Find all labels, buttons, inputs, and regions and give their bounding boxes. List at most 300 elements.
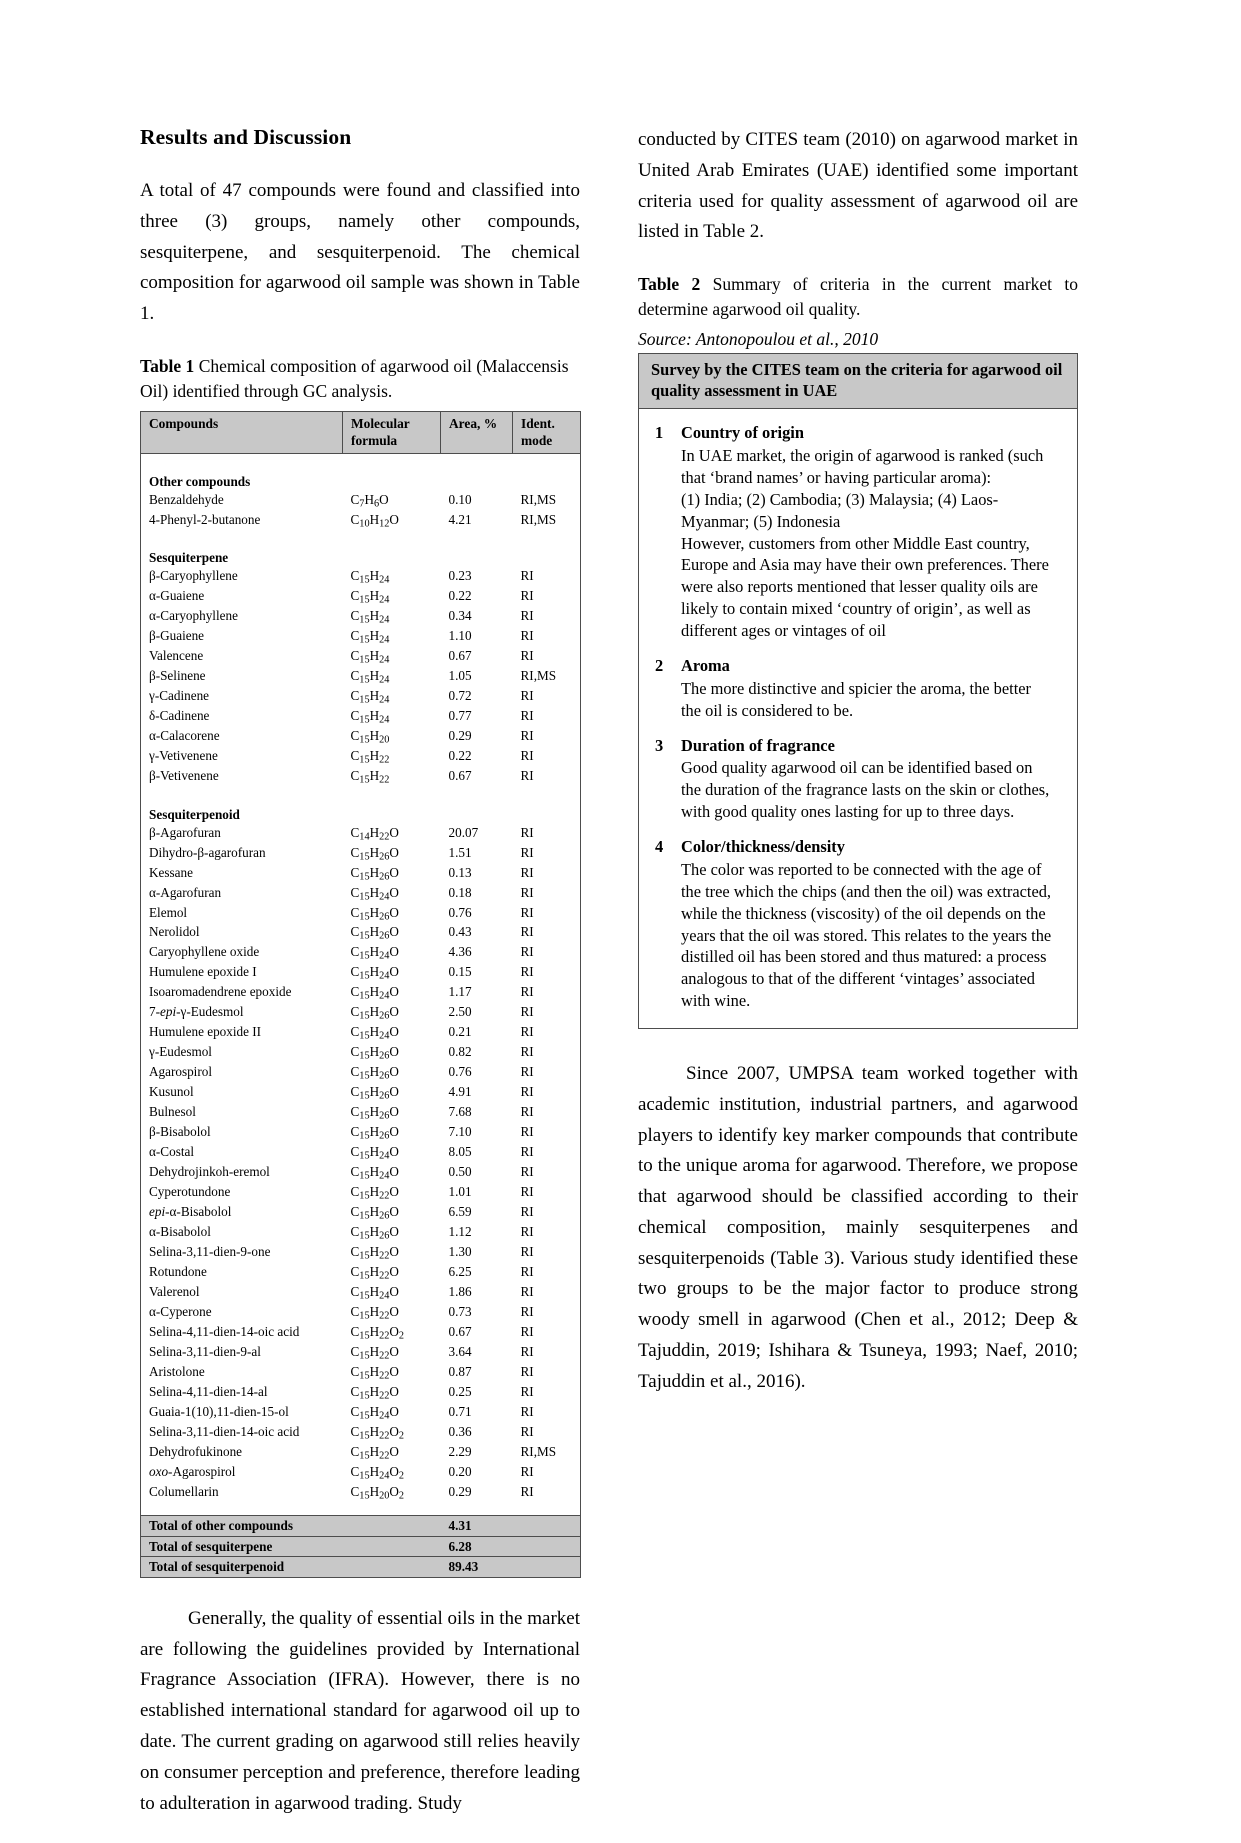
cell-formula: $C_{15}H_{24}$ [350, 628, 390, 646]
table2-criterion-item [651, 655, 1065, 722]
table-row [141, 491, 581, 511]
cell-formula: $C_{15}H_{22}O_2$ [350, 1324, 405, 1342]
cell-area: 0.36 [448, 1424, 472, 1440]
cell-formula: $C_{15}H_{24}$ [350, 608, 390, 626]
cell-area: 4.21 [448, 511, 472, 527]
cell-compound: Guaia-1(10),11-dien-15-ol [141, 1403, 343, 1423]
cell-compound: oxo-Agarospirol [141, 1463, 343, 1483]
cell-formula: $C_{15}H_{22}O_2$ [350, 1424, 405, 1442]
table1-group-name: Other compounds [141, 463, 343, 491]
table-row [141, 1303, 581, 1323]
cell-total-label: Total of other compounds [141, 1516, 343, 1537]
table-row [141, 687, 581, 707]
cell-formula: $C_{10}H_{12}O$ [350, 511, 399, 529]
table2-caption-label: Table 2 [638, 274, 701, 295]
table2-text-line: Myanmar; (5) Indonesia [681, 511, 841, 531]
table1-group-spacer [141, 530, 581, 539]
cell-formula: $C_{15}H_{24}O$ [350, 1404, 399, 1422]
cell-area: 1.12 [448, 1224, 472, 1240]
table2-criterion-item [651, 422, 1065, 642]
cell-ident-mode: RI [513, 1323, 581, 1343]
cell-ident-mode: RI [513, 1263, 581, 1283]
cell-ident-mode: RI [513, 607, 581, 627]
cell-ident-mode: RI [513, 1063, 581, 1083]
table-row [141, 1223, 581, 1243]
cell-compound: α-Agarofuran [141, 884, 343, 904]
cell-total-label: Total of sesquiterpene [141, 1536, 343, 1557]
table2-criterion-title: Color/thickness/density [681, 837, 845, 857]
cell-formula: $C_{15}H_{22}O$ [350, 1364, 399, 1382]
cell-formula: $C_{15}H_{20}$ [350, 727, 390, 746]
cell-formula: $C_{15}H_{24}O$ [350, 964, 399, 982]
table2-criterion-item [651, 735, 1065, 823]
cell-total-value: 6.28 [441, 1536, 513, 1557]
table1-caption-text: Chemical composition of agarwood oil (Malaccensis Oil) identified through GC analysis. [140, 355, 569, 402]
table-row [141, 1423, 581, 1443]
cell-area: 0.29 [448, 1484, 472, 1500]
cell-area: 1.86 [448, 1284, 472, 1300]
cell-area: 0.71 [448, 1404, 472, 1420]
cell-compound: Selina-3,11-dien-9-one [141, 1243, 343, 1263]
table-row [141, 667, 581, 687]
right-column [638, 125, 1078, 1422]
cell-formula: $C_{15}H_{26}O$ [350, 1084, 399, 1102]
cell-ident-mode: RI,MS [513, 1443, 581, 1463]
table-row [141, 707, 581, 727]
cell-ident-mode: RI [513, 884, 581, 904]
cell-compound: Selina-3,11-dien-14-oic acid [141, 1423, 343, 1443]
cell-ident-mode: RI [513, 1383, 581, 1403]
table1-total-row [141, 1536, 581, 1557]
table-row [141, 1403, 581, 1423]
cell-total-label: Total of sesquiterpenoid [141, 1557, 343, 1578]
table2-text-line: that ‘brand names’ or having particular aroma): [681, 467, 992, 487]
cell-compound: β-Vetivenene [141, 767, 343, 787]
cell-ident-mode: RI [513, 647, 581, 667]
cell-formula: $C_{15}H_{22}O$ [350, 1264, 399, 1282]
table-row [141, 1283, 581, 1303]
cell-area: 1.10 [448, 628, 472, 644]
cell-area: 0.67 [448, 767, 472, 783]
cell-formula: $C_{15}H_{26}O$ [350, 1004, 399, 1022]
cell-ident-mode: RI [513, 1403, 581, 1423]
table-row [141, 963, 581, 983]
cell-ident-mode: RI [513, 963, 581, 983]
intro-paragraph: A total of 47 compounds were found and classified into three (3) groups, namely other compounds, sesquiterpene, and sesquiterpenoid. The chemical composition for agarwood oil sample was shown in Table 1. [140, 180, 580, 325]
table-row [141, 1363, 581, 1383]
cell-area: 0.23 [448, 568, 472, 584]
table2-text-line: while the thickness (viscosity) of the oil depends on the [681, 903, 1046, 923]
cell-area: 20.07 [448, 824, 479, 840]
table2-caption-text: Summary of criteria in the current market to determine agarwood oil quality. [638, 274, 1078, 320]
cell-compound: β-Caryophyllene [141, 567, 343, 587]
cell-area: 0.18 [448, 884, 472, 900]
cell-compound: epi-α-Bisabolol [141, 1203, 343, 1223]
table1-group-header [141, 796, 581, 824]
table1-col-ident-mode: Ident. mode [513, 411, 581, 453]
cell-ident-mode: RI [513, 1203, 581, 1223]
table-row [141, 1003, 581, 1023]
cell-formula: $C_{15}H_{26}O$ [350, 1064, 399, 1082]
cell-compound: γ-Cadinene [141, 687, 343, 707]
cell-area: 0.22 [448, 588, 472, 604]
cell-area: 0.77 [448, 708, 472, 723]
cell-compound: Selina-4,11-dien-14-oic acid [141, 1323, 343, 1343]
table2-text-line: likely to contain mixed ‘country of origin’, as well as [681, 599, 1031, 619]
table2-text-line: the duration of the fragrance lasts on the skin or clothes, [681, 780, 1050, 800]
table2-box-body [639, 409, 1077, 1028]
table-row [141, 844, 581, 864]
cell-ident-mode: RI [513, 1343, 581, 1363]
cell-compound: α-Calacorene [141, 727, 343, 747]
cell-formula: $C_{15}H_{24}O$ [350, 884, 399, 902]
cell-area: 1.17 [448, 984, 472, 1000]
cell-area: 0.73 [448, 1304, 472, 1320]
table1-col-compounds: Compounds [141, 411, 343, 453]
table1-top-spacer [141, 453, 581, 463]
cell-ident-mode: RI [513, 707, 581, 727]
cell-area: 0.50 [448, 1164, 472, 1180]
cell-ident-mode: RI [513, 627, 581, 647]
cell-area: 3.64 [448, 1344, 472, 1360]
table2-text-line: different ages or vintages of oil [681, 621, 886, 641]
table1-chemical-composition [140, 411, 581, 1578]
table-row [141, 1343, 581, 1363]
table2-criterion-title: Country of origin [681, 423, 804, 443]
table2-text-line: However, customers from other Middle East country, [681, 533, 1030, 553]
table-row [141, 1063, 581, 1083]
cell-ident-mode: RI [513, 844, 581, 864]
cell-compound: Humulene epoxide II [141, 1023, 343, 1043]
cell-formula: $C_{15}H_{26}O$ [350, 1224, 399, 1242]
cell-formula: $C_{15}H_{24}O$ [350, 944, 399, 962]
table2-text-line: Good quality agarwood oil can be identified based on [681, 758, 1033, 778]
cell-ident-mode: RI [513, 923, 581, 943]
cell-formula: $C_{15}H_{22}O$ [350, 1344, 399, 1362]
table2-text-line: with wine. [681, 991, 751, 1011]
table2-criterion-text [681, 445, 1065, 642]
cell-area: 0.82 [448, 1044, 472, 1060]
cell-formula: $C_{15}H_{26}O$ [350, 924, 399, 942]
table1-group-header [141, 463, 581, 491]
table2-criterion-item [651, 836, 1065, 1012]
cell-compound: α-Caryophyllene [141, 607, 343, 627]
cell-ident-mode: RI [513, 1003, 581, 1023]
table-row [141, 647, 581, 667]
table2-caption [638, 272, 1078, 323]
cell-area: 0.67 [448, 1324, 472, 1340]
table1-total-row [141, 1557, 581, 1578]
cell-area: 1.01 [448, 1184, 472, 1200]
table2-criterion-number: 3 [655, 735, 664, 755]
cell-formula: $C_{15}H_{22}$ [350, 767, 390, 786]
cell-ident-mode: RI [513, 1303, 581, 1323]
cell-compound: Isoaromadendrene epoxide [141, 983, 343, 1003]
cell-ident-mode: RI [513, 1083, 581, 1103]
table2-text-line: In UAE market, the origin of agarwood is ranked (such [681, 445, 1044, 465]
cell-formula: $C_{15}H_{24}O_2$ [350, 1464, 405, 1482]
table1-group-spacer [141, 787, 581, 796]
table2-criterion-number: 1 [655, 423, 664, 443]
cell-compound: Selina-4,11-dien-14-al [141, 1383, 343, 1403]
table1-col-area: Area, % [441, 411, 513, 453]
table-row [141, 567, 581, 587]
cell-ident-mode: RI [513, 1283, 581, 1303]
right-top-paragraph: conducted by CITES team (2010) on agarwood market in United Arab Emirates (UAE) identified some important criteria used for quality assessment of agarwood oil are listed in Table 2. [638, 129, 1078, 243]
cell-ident-mode: RI [513, 1363, 581, 1383]
table-row [141, 1263, 581, 1283]
table-row [141, 983, 581, 1003]
cell-area: 0.25 [448, 1384, 472, 1400]
cell-area: 0.34 [448, 608, 472, 624]
cell-compound: Dehydrojinkoh-eremol [141, 1163, 343, 1183]
cell-ident-mode: RI [513, 687, 581, 707]
cell-formula: $C_{15}H_{24}O$ [350, 984, 399, 1002]
table2-text-line: the tree which the chips (and then the oil) was extracted, [681, 881, 1052, 901]
table-row [141, 511, 581, 531]
cell-total-value: 4.31 [441, 1516, 513, 1537]
cell-ident-mode: RI [513, 983, 581, 1003]
cell-area: 1.30 [448, 1244, 472, 1260]
table-row [141, 1043, 581, 1063]
cell-formula: $C_{15}H_{22}O$ [350, 1244, 399, 1262]
cell-area: 2.29 [448, 1444, 472, 1460]
cell-area: 6.25 [448, 1264, 472, 1280]
cell-compound: β-Bisabolol [141, 1123, 343, 1143]
cell-compound: Dihydro-β-agarofuran [141, 844, 343, 864]
cell-compound: Cyperotundone [141, 1183, 343, 1203]
table1-caption-label: Table 1 [140, 355, 195, 376]
cell-compound: γ-Vetivenene [141, 747, 343, 767]
cell-formula: $C_{15}H_{24}$ [350, 588, 390, 606]
cell-compound: α-Cyperone [141, 1303, 343, 1323]
right-bottom-paragraph: Since 2007, UMPSA team worked together with academic institution, industrial partners, and agarwood players to identify key marker compounds that contribute to the unique aroma for agarwood. Therefore, we propose that agarwood should be classified according to their chemical composition, mainly sesquiterpenes and sesquiterpenoids (Table 3). Various study identified these two groups to be the major factor to produce strong woody smell in agarwood (Chen et al., 2012; Deep & Tajuddin, 2019; Ishihara & Tsuneya, 1993; Naef, 2010; Tajuddin et al., 2016). [638, 1063, 1078, 1392]
cell-area: 6.59 [448, 1204, 472, 1220]
cell-formula: $C_{15}H_{24}$ [350, 688, 390, 706]
table-row [141, 627, 581, 647]
cell-formula: $C_{15}H_{26}O$ [350, 864, 399, 882]
cell-formula: $C_7H_6O$ [350, 491, 389, 509]
cell-area: 1.05 [448, 668, 472, 684]
cell-compound: 7-epi-γ-Eudesmol [141, 1003, 343, 1023]
table2-criterion-text [681, 859, 1065, 1012]
table2-source: Source: Antonopoulou et al., 2010 [638, 328, 879, 349]
cell-ident-mode: RI [513, 1103, 581, 1123]
cell-compound: β-Guaiene [141, 627, 343, 647]
table2-box-header: Survey by the CITES team on the criteria for agarwood oil quality assessment in UAE [639, 354, 1077, 409]
cell-compound: Kusunol [141, 1083, 343, 1103]
cell-compound: δ-Cadinene [141, 707, 343, 727]
cell-ident-mode: RI,MS [513, 667, 581, 687]
table1-total-row [141, 1516, 581, 1537]
table2-text-line: (1) India; (2) Cambodia; (3) Malaysia; (4) Laos- [681, 489, 999, 509]
cell-formula: $C_{15}H_{22}$ [350, 747, 390, 766]
table1-head [141, 411, 581, 453]
cell-formula: $C_{15}H_{24}$ [350, 568, 390, 586]
cell-compound: Rotundone [141, 1263, 343, 1283]
table2-text-line: were also reports mentioned that lesser quality oils are [681, 577, 1038, 597]
cell-area: 0.72 [448, 688, 472, 704]
cell-ident-mode: RI [513, 767, 581, 787]
table-row [141, 1483, 581, 1503]
table1-group-header [141, 539, 581, 567]
cell-ident-mode: RI [513, 1043, 581, 1063]
cell-compound: β-Selinene [141, 667, 343, 687]
two-column-layout [140, 125, 1101, 1843]
cell-formula: $C_{15}H_{22}O$ [350, 1304, 399, 1322]
cell-area: 0.67 [448, 648, 472, 664]
table1-caption [140, 354, 580, 405]
table-row [141, 1203, 581, 1223]
cell-compound: Nerolidol [141, 923, 343, 943]
cell-ident-mode: RI [513, 1143, 581, 1163]
table-row [141, 904, 581, 924]
cell-formula: $C_{15}H_{22}O$ [350, 1444, 399, 1462]
table2-criterion-number: 4 [655, 837, 664, 857]
cell-area: 1.51 [448, 844, 472, 860]
cell-ident-mode: RI [513, 943, 581, 963]
cell-formula: $C_{15}H_{26}O$ [350, 1104, 399, 1122]
page-title: Results and Discussion [140, 125, 352, 149]
cell-area: 0.10 [448, 491, 472, 507]
table2-criterion-text [681, 678, 1065, 722]
cell-ident-mode: RI [513, 904, 581, 924]
cell-area: 0.13 [448, 864, 472, 880]
table-row [141, 1143, 581, 1163]
table-row [141, 1383, 581, 1403]
cell-compound: Columellarin [141, 1483, 343, 1503]
table-row [141, 747, 581, 767]
cell-ident-mode: RI [513, 864, 581, 884]
cell-formula: $C_{15}H_{24}O$ [350, 1024, 399, 1042]
cell-area: 0.21 [448, 1024, 472, 1040]
cell-ident-mode: RI [513, 1243, 581, 1263]
table-row [141, 767, 581, 787]
cell-formula: $C_{15}H_{24}O$ [350, 1284, 399, 1302]
table2-text-line: analogous to that of the different ‘vintages’ associated [681, 969, 1035, 989]
table-row [141, 1183, 581, 1203]
cell-formula: $C_{15}H_{26}O$ [350, 1124, 399, 1142]
cell-compound: α-Guaiene [141, 587, 343, 607]
cell-ident-mode: RI [513, 1463, 581, 1483]
table-row [141, 1463, 581, 1483]
table-row [141, 1443, 581, 1463]
table-row [141, 1163, 581, 1183]
cell-compound: Dehydrofukinone [141, 1443, 343, 1463]
table-row [141, 923, 581, 943]
cell-compound: β-Agarofuran [141, 824, 343, 844]
cell-formula: $C_{14}H_{22}O$ [350, 824, 399, 842]
table-row [141, 727, 581, 747]
table-row [141, 1323, 581, 1343]
cell-compound: Caryophyllene oxide [141, 943, 343, 963]
table-row [141, 824, 581, 844]
table-row [141, 587, 581, 607]
cell-area: 0.20 [448, 1464, 472, 1480]
cell-formula: $C_{15}H_{24}O$ [350, 1164, 399, 1182]
table2-text-line: The color was reported to be connected with the age of [681, 859, 1042, 879]
cell-ident-mode: RI [513, 1183, 581, 1203]
cell-formula: $C_{15}H_{26}O$ [350, 844, 399, 862]
cell-compound: Bulnesol [141, 1103, 343, 1123]
cell-total-value: 89.43 [441, 1557, 513, 1578]
table-row [141, 864, 581, 884]
cell-area: 0.43 [448, 924, 472, 940]
table2-text-line: with good quality ones lasting for up to three days. [681, 802, 1015, 822]
cell-formula: $C_{15}H_{26}O$ [350, 1204, 399, 1222]
cell-formula: $C_{15}H_{22}O$ [350, 1184, 399, 1202]
table2-text-line: distilled oil has been stored and thus matured: a process [681, 947, 1047, 967]
table-row [141, 1023, 581, 1043]
table2-criterion-number: 2 [655, 655, 664, 675]
cell-formula: $C_{15}H_{26}O$ [350, 904, 399, 922]
closing-paragraph: Generally, the quality of essential oils in the market are following the guidelines provided by International Fragrance Association (IFRA). However, there is no established international standard for agarwood oil up to date. The current grading on agarwood still relies heavily on consumer perception and preference, therefore leading to adulteration in agarwood trading. Study [140, 1607, 580, 1814]
cell-area: 0.15 [448, 964, 472, 980]
cell-formula: $C_{15}H_{24}O$ [350, 1144, 399, 1162]
cell-compound: Valencene [141, 647, 343, 667]
table-row [141, 884, 581, 904]
cell-area: 0.76 [448, 904, 472, 920]
table2-text-line: The more distinctive and spicier the aroma, the better [681, 678, 1031, 698]
cell-compound: Valerenol [141, 1283, 343, 1303]
table1-group-name: Sesquiterpenoid [141, 796, 343, 824]
table2-text-line: Europe and Asia may have their own preferences. There [681, 555, 1049, 575]
cell-compound: Aristolone [141, 1363, 343, 1383]
cell-ident-mode: RI [513, 1223, 581, 1243]
cell-compound: α-Costal [141, 1143, 343, 1163]
table2-criterion-text [681, 757, 1065, 823]
cell-compound: Elemol [141, 904, 343, 924]
cell-formula: $C_{15}H_{20}O_2$ [350, 1484, 405, 1502]
cell-area: 0.22 [448, 747, 472, 763]
cell-formula: $C_{15}H_{26}O$ [350, 1044, 399, 1062]
cell-formula: $C_{15}H_{24}$ [350, 668, 390, 686]
table1-header-row [141, 411, 581, 453]
cell-compound: Agarospirol [141, 1063, 343, 1083]
cell-ident-mode: RI [513, 1123, 581, 1143]
cell-area: 8.05 [448, 1144, 472, 1160]
cell-area: 0.87 [448, 1364, 472, 1380]
cell-formula: $C_{15}H_{24}$ [350, 648, 390, 666]
cell-area: 0.29 [448, 727, 472, 743]
cell-area: 2.50 [448, 1004, 472, 1020]
cell-area: 0.76 [448, 1064, 472, 1080]
cell-ident-mode: RI [513, 1023, 581, 1043]
cell-area: 7.68 [448, 1104, 472, 1120]
cell-formula: $C_{15}H_{24}$ [350, 708, 390, 726]
table2-criterion-title: Aroma [681, 655, 730, 675]
cell-ident-mode: RI [513, 587, 581, 607]
table1-body [141, 453, 581, 1577]
cell-area: 4.36 [448, 944, 472, 960]
table-row [141, 943, 581, 963]
cell-compound: Benzaldehyde [141, 491, 343, 511]
cell-area: 4.91 [448, 1084, 472, 1100]
cell-compound: Kessane [141, 864, 343, 884]
table2-criterion-title: Duration of fragrance [681, 735, 835, 755]
cell-ident-mode: RI,MS [513, 511, 581, 531]
cell-ident-mode: RI [513, 727, 581, 747]
cell-ident-mode: RI [513, 824, 581, 844]
cell-ident-mode: RI [513, 747, 581, 767]
table-row [141, 1243, 581, 1263]
cell-compound: Humulene epoxide I [141, 963, 343, 983]
cell-ident-mode: RI [513, 1483, 581, 1503]
cell-ident-mode: RI [513, 1423, 581, 1443]
table1-col-molecular-formula: Molecular formula [343, 411, 441, 453]
cell-ident-mode: RI [513, 567, 581, 587]
table2-criteria-box [638, 353, 1078, 1029]
